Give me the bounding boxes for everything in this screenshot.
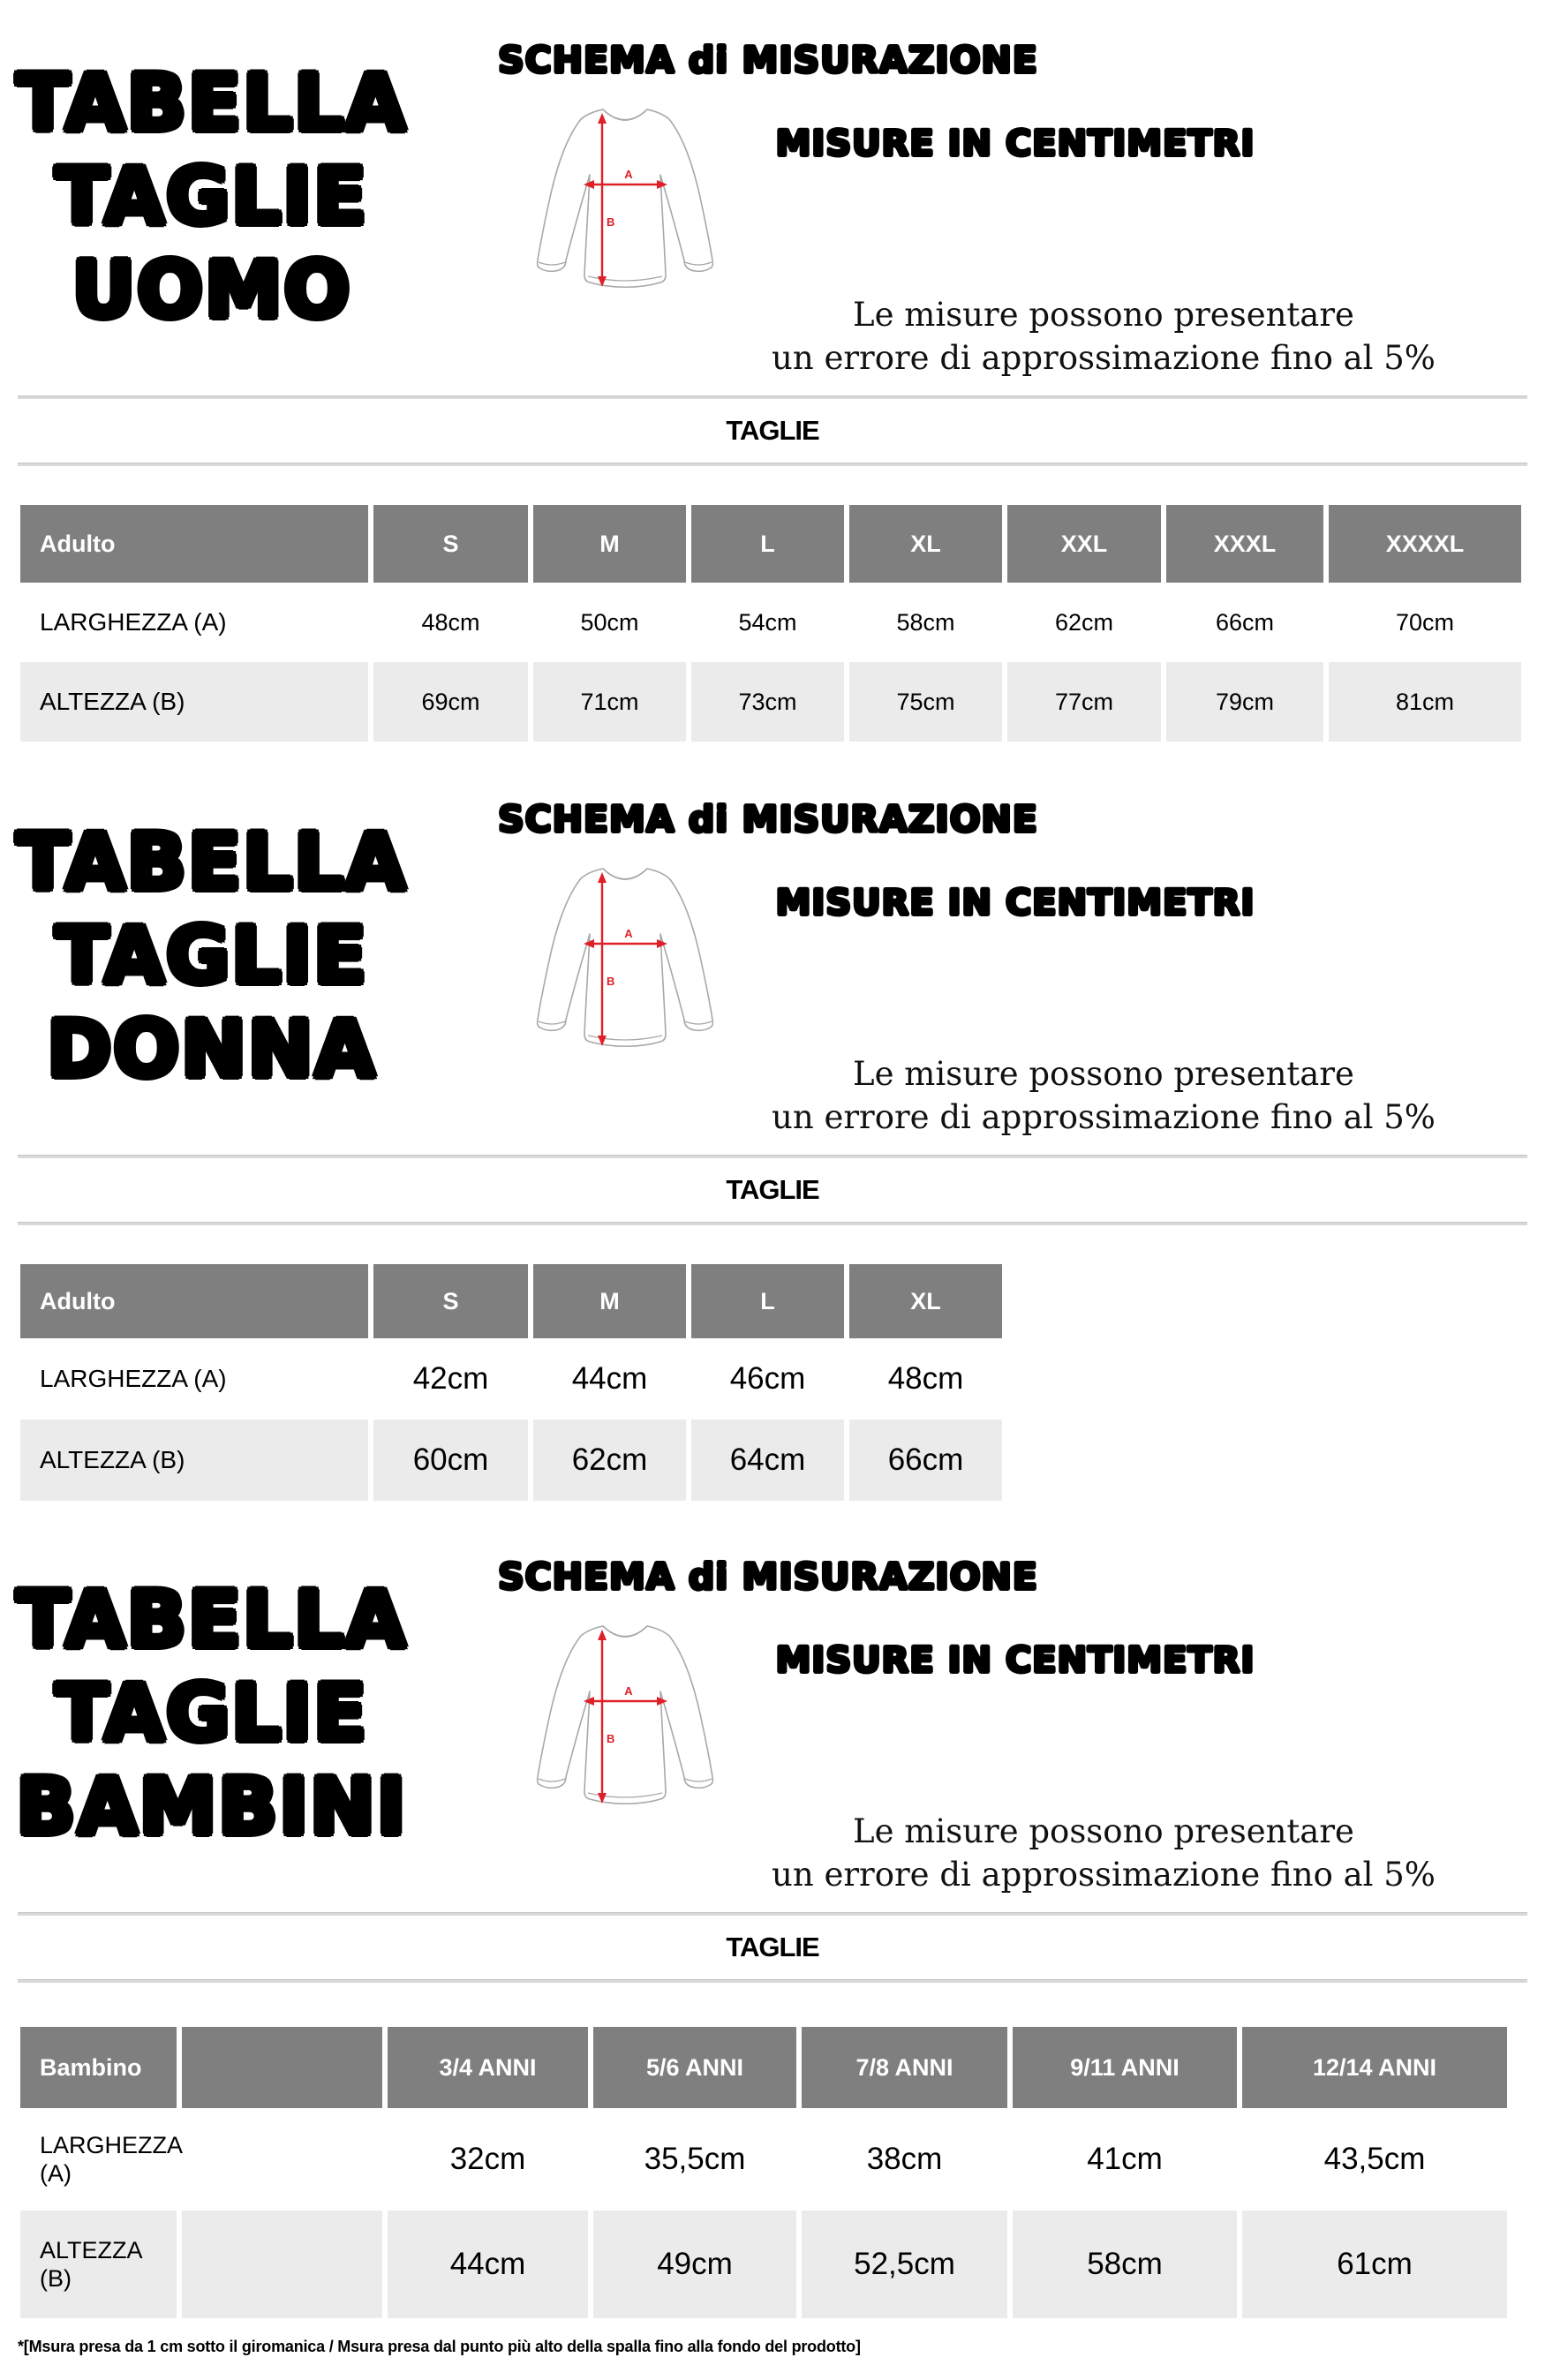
note-line: un errore di approssimazione fino al 5% <box>772 1098 1436 1136</box>
misure-centimetri-heading: MISURE IN CENTIMETRI <box>775 1640 1255 1681</box>
misure-centimetri-heading: MISURE IN CENTIMETRI <box>775 124 1255 164</box>
size-value-cell: 58cm <box>896 608 955 636</box>
measure-row-label <box>20 662 368 742</box>
measure-row-label-line: (A) <box>40 2160 72 2187</box>
shirt-diagram <box>516 1614 735 1817</box>
size-column-header: 7/8 ANNI <box>802 2027 1007 2108</box>
size-value-cell: 62cm <box>533 1420 686 1501</box>
size-column-header: 5/6 ANNI <box>593 2027 796 2108</box>
size-column-header: XXXL <box>1166 505 1323 583</box>
title-line: TABELLA <box>16 57 408 148</box>
measure-row-label-line: (B) <box>40 2265 72 2292</box>
schema-misurazione-heading: SCHEMA di MISURAZIONE <box>498 39 1038 81</box>
size-column-header: L <box>691 505 844 583</box>
size-column-header: 9/11 ANNI <box>1013 2027 1237 2108</box>
size-value-cell: 44cm <box>571 1361 648 1396</box>
size-value-cell: 70cm <box>1395 608 1455 636</box>
size-value-cell: 41cm <box>1087 2142 1163 2176</box>
size-table-donna <box>20 1264 1002 1501</box>
title-line: TAGLIE <box>55 151 369 242</box>
size-column-header: S <box>373 505 528 583</box>
size-value-cell <box>182 2108 382 2211</box>
taglie-heading: TAGLIE <box>726 1174 819 1205</box>
size-value-cell: 52,5cm <box>802 2211 1007 2318</box>
title-line: UOMO <box>72 245 352 335</box>
title-line: TAGLIE <box>55 910 369 1001</box>
size-value-cell: 54cm <box>738 608 797 636</box>
shirt-diagram <box>516 97 735 300</box>
measure-row-label-line: LARGHEZZA (A) <box>40 608 227 636</box>
size-value-cell: 61cm <box>1242 2211 1507 2318</box>
size-table-bambini <box>20 2027 1507 2318</box>
misure-centimetri-heading: MISURE IN CENTIMETRI <box>775 883 1255 923</box>
size-value-cell: 77cm <box>1007 662 1161 742</box>
measure-row-label-line: LARGHEZZA (A) <box>40 1365 227 1393</box>
size-value-cell: 60cm <box>373 1420 528 1501</box>
note-line: un errore di approssimazione fino al 5% <box>772 1856 1436 1894</box>
title-line: TABELLA <box>16 1574 408 1665</box>
size-value-cell: 38cm <box>866 2142 943 2176</box>
measurement-footnote: *[Msura presa da 1 cm sotto il giromanica / Msura presa dal punto più alto della spalla fino alla fondo del prodotto] <box>18 2338 861 2355</box>
size-value-cell: 58cm <box>1013 2211 1237 2318</box>
title-line: TABELLA <box>16 817 408 908</box>
section-title-uomo <box>16 56 408 337</box>
size-column-header: L <box>691 1264 844 1338</box>
divider-line <box>18 1979 1527 1983</box>
note-line: Le misure possono presentare <box>853 1055 1354 1093</box>
size-value-cell: 73cm <box>691 662 844 742</box>
measure-row-label-line: LARGHEZZA <box>40 2131 184 2158</box>
size-column-header: XXL <box>1007 505 1161 583</box>
size-value-cell: 79cm <box>1166 662 1323 742</box>
table-group-header: Adulto <box>20 1264 368 1338</box>
measure-row-label <box>20 583 368 662</box>
size-column-header: XXXXL <box>1329 505 1521 583</box>
note-line: Le misure possono presentare <box>853 1812 1354 1850</box>
size-value-cell: 46cm <box>729 1361 806 1396</box>
shirt-diagram <box>516 856 735 1059</box>
table-group-header: Adulto <box>20 505 368 583</box>
size-column-header <box>182 2027 382 2108</box>
size-value-cell: 69cm <box>373 662 528 742</box>
taglie-heading: TAGLIE <box>726 1932 819 1962</box>
divider-line <box>18 1222 1527 1225</box>
taglie-heading: TAGLIE <box>726 415 819 446</box>
size-value-cell: 49cm <box>593 2211 796 2318</box>
size-value-cell: 32cm <box>449 2142 526 2176</box>
size-value-cell: 75cm <box>849 662 1002 742</box>
table-group-header: Bambino <box>20 2027 177 2108</box>
title-line: TAGLIE <box>55 1668 369 1759</box>
size-table-uomo <box>20 505 1521 742</box>
size-value-cell: 48cm <box>421 608 480 636</box>
measure-row-label-line: ALTEZZA (B) <box>40 1446 185 1474</box>
approximation-note <box>711 1810 1496 1896</box>
size-value-cell: 66cm <box>1215 608 1275 636</box>
section-title-bambini <box>16 1573 408 1854</box>
measure-row-label <box>20 1420 368 1501</box>
size-value-cell: 81cm <box>1329 662 1521 742</box>
size-value-cell: 66cm <box>849 1420 1002 1501</box>
size-value-cell: 44cm <box>388 2211 588 2318</box>
size-value-cell: 42cm <box>412 1361 489 1396</box>
size-column-header: S <box>373 1264 528 1338</box>
measure-row-label <box>20 2108 184 2211</box>
section-uomo <box>0 0 1545 759</box>
approximation-note <box>711 293 1496 380</box>
approximation-note <box>711 1052 1496 1139</box>
measure-row-label-line: ALTEZZA <box>40 2236 143 2263</box>
size-column-header: XL <box>849 505 1002 583</box>
note-line: Le misure possono presentare <box>853 296 1354 334</box>
size-value-cell: 64cm <box>691 1420 844 1501</box>
size-value-cell: 48cm <box>887 1361 964 1396</box>
size-value-cell: 62cm <box>1054 608 1114 636</box>
section-bambini <box>0 1517 1545 2380</box>
note-line: un errore di approssimazione fino al 5% <box>772 339 1436 377</box>
title-line: DONNA <box>47 1004 377 1095</box>
size-value-cell: 35,5cm <box>644 2142 746 2176</box>
size-column-header: XL <box>849 1264 1002 1338</box>
measure-row-label-line: ALTEZZA (B) <box>40 688 185 716</box>
size-column-header: 12/14 ANNI <box>1242 2027 1507 2108</box>
size-value-cell: 71cm <box>533 662 686 742</box>
section-title-donna <box>16 816 408 1096</box>
divider-line <box>18 463 1527 466</box>
measure-row-label <box>20 1338 368 1420</box>
section-donna <box>0 759 1545 1517</box>
size-column-header: 3/4 ANNI <box>388 2027 588 2108</box>
size-value-cell: 50cm <box>580 608 639 636</box>
size-column-header: M <box>533 505 686 583</box>
schema-misurazione-heading: SCHEMA di MISURAZIONE <box>498 798 1038 840</box>
title-line: BAMBINI <box>16 1761 408 1852</box>
schema-misurazione-heading: SCHEMA di MISURAZIONE <box>498 1555 1038 1598</box>
size-value-cell <box>182 2211 382 2318</box>
size-column-header: M <box>533 1264 686 1338</box>
measure-row-label <box>20 2211 177 2318</box>
size-value-cell: 43,5cm <box>1323 2142 1426 2176</box>
